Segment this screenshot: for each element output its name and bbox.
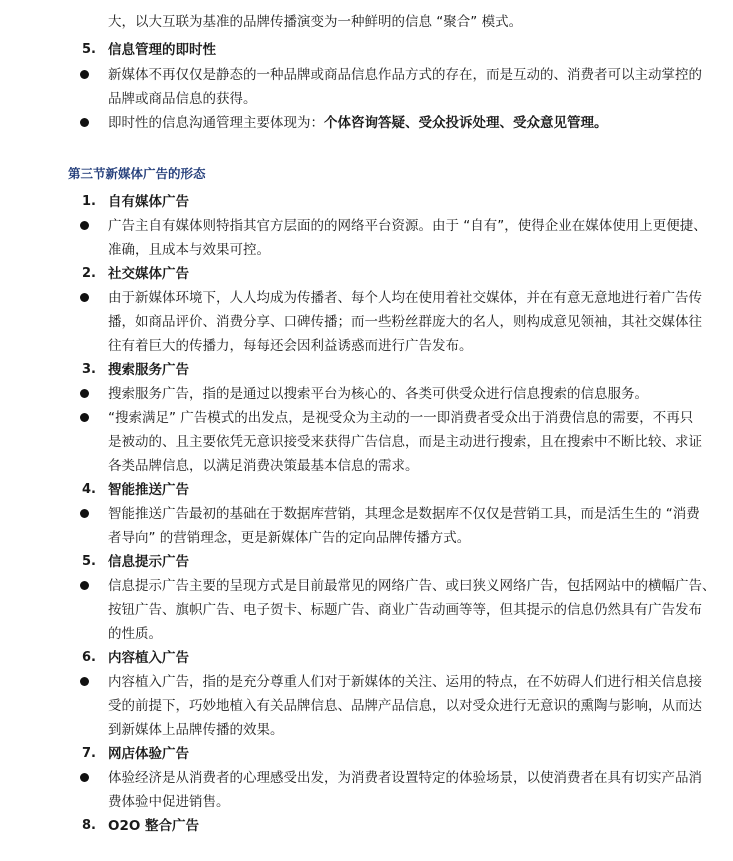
bullet-text-prefix: 即时性的信息沟通管理主要体现为： [108,115,324,131]
bullet-icon [80,773,89,782]
list-heading: 内容植入广告 [108,650,189,666]
list-number: 5. [82,42,96,57]
list-heading: 自有媒体广告 [108,194,189,210]
bullet-text-line: 播，如商品评价、消费分享、口碑传播；而一些粉丝群庞大的名人，则构成意见领袖，其社交媒体往 [108,314,702,330]
bullet-text-line [108,113,608,137]
list-heading: 信息管理的即时性 [108,42,216,58]
bullet-text-line: “搜索满足” 广告模式的出发点，是视受众为主动的一一即消费者受众出于消费信息的需要，不再只 [108,410,694,426]
bullet-icon [80,389,89,398]
section-title: 第三节新媒体广告的形态 [68,166,206,181]
list-number: 4. [82,482,96,497]
list-heading: O2O 整合广告 [108,818,200,834]
bullet-text-line: 往有着巨大的传播力，每每还会因利益诱惑而进行广告发布。 [108,338,473,354]
bullet-text-line: 由于新媒体环境下，人人均成为传播者、每个人均在使用着社交媒体，并在有意无意地进行着广告传 [108,290,702,306]
bullet-text-line: 各类品牌信息，以满足消费决策最基本信息的需求。 [108,458,419,474]
bullet-text-line: 智能推送广告最初的基础在于数据库营销，其理念是数据库不仅仅是营销工具，而是活生生的 “消费 [108,506,700,522]
bullet-icon [80,70,89,79]
list-number: 8. [82,818,96,833]
list-heading: 智能推送广告 [108,482,189,498]
paragraph-continuation: 大，以大互联为基准的品牌传播演变为一种鲜明的信息 “聚合” 模式。 [108,14,523,30]
bullet-text-line: 信息提示广告主要的呈现方式是目前最常见的网络广告、或曰狭义网络广告，包括网站中的横幅广告、 [108,578,716,594]
list-heading: 信息提示广告 [108,554,189,570]
list-number: 5. [82,554,96,569]
bullet-text-bold: 个体咨询答疑、受众投诉处理、受众意见管理。 [324,115,608,131]
bullet-text-line: 搜索服务广告，指的是通过以搜索平台为核心的、各类可供受众进行信息搜索的信息服务。 [108,386,648,402]
list-number: 3. [82,362,96,377]
bullet-icon [80,118,89,127]
bullet-text-line: 者导向” 的营销理念，更是新媒体广告的定向品牌传播方式。 [108,530,471,546]
list-heading: 搜索服务广告 [108,362,189,378]
bullet-text-line: 品牌或商品信息的获得。 [108,91,257,107]
bullet-text-line: 受的前提下，巧妙地植入有关品牌信息、品牌产品信息，以对受众进行无意识的熏陶与影响，从而达 [108,698,702,714]
list-number: 6. [82,650,96,665]
bullet-text-line: 新媒体不再仅仅是静态的一种品牌或商品信息作品方式的存在，而是互动的、消费者可以主动掌控的 [108,67,702,83]
list-heading: 社交媒体广告 [108,266,189,282]
bullet-text-line: 体验经济是从消费者的心理感受出发，为消费者设置特定的体验场景，以使消费者在具有切实产品消 [108,770,702,786]
bullet-text-line: 是被动的、且主要依凭无意识接受来获得广告信息，而是主动进行搜索，且在搜索中不断比较、求证 [108,434,702,450]
bullet-icon [80,221,89,230]
list-number: 7. [82,746,96,761]
bullet-text-line: 的性质。 [108,626,162,642]
bullet-text-line: 准确，且成本与效果可控。 [108,242,270,258]
list-number: 2. [82,266,96,281]
bullet-icon [80,413,89,422]
bullet-text-line: 广告主自有媒体则特指其官方层面的的网络平台资源。由于 “自有”，使得企业在媒体使用上更便捷、 [108,218,707,234]
bullet-icon [80,581,89,590]
bullet-text-line: 内容植入广告，指的是充分尊重人们对于新媒体的关注、运用的特点，在不妨碍人们进行相关信息接 [108,674,702,690]
bullet-icon [80,677,89,686]
bullet-icon [80,293,89,302]
bullet-text-line: 到新媒体上品牌传播的效果。 [108,722,284,738]
bullet-icon [80,509,89,518]
bullet-text-line: 按钮广告、旗帜广告、电子贺卡、标题广告、商业广告动画等等，但其提示的信息仍然具有广告发布 [108,602,702,618]
bullet-text-line: 费体验中促进销售。 [108,794,230,810]
list-heading: 网店体验广告 [108,746,189,762]
list-number: 1. [82,194,96,209]
